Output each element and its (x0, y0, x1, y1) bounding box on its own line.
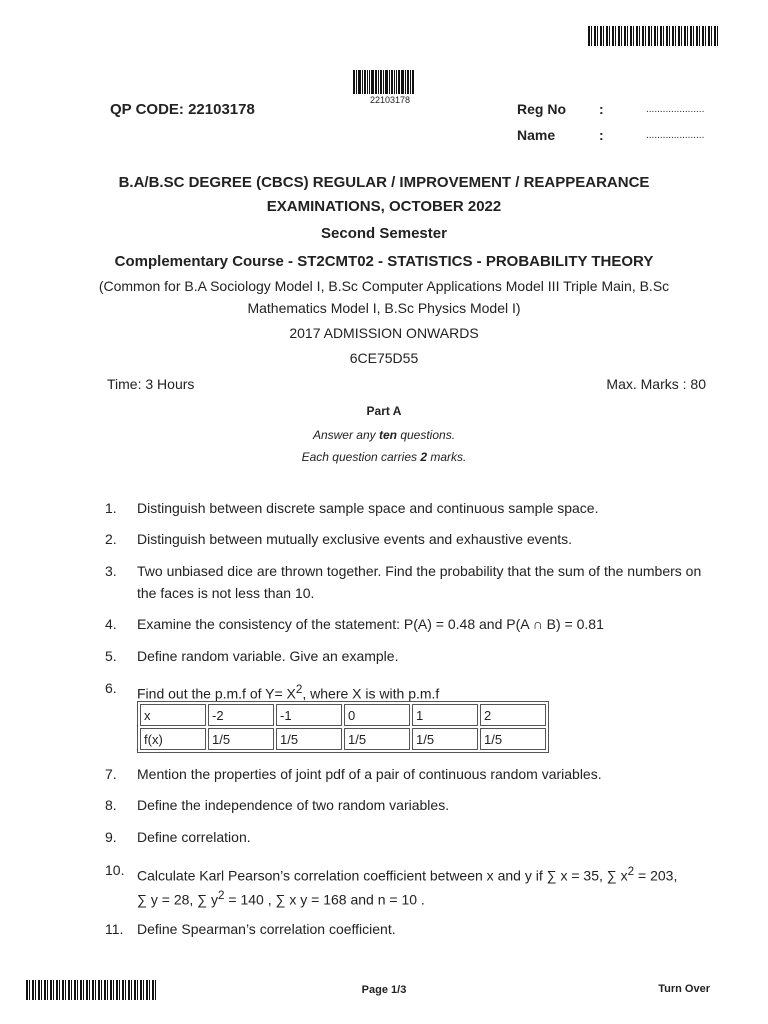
top-right-barcode (588, 26, 718, 46)
question-2-num: 2. (105, 531, 117, 547)
instruction-1-bold: ten (378, 428, 397, 442)
question-5-num: 5. (105, 648, 117, 664)
question-10-line-2-sup: 2 (218, 889, 225, 902)
paper-code: 6CE75D55 (349, 350, 419, 366)
turn-over: Turn Over (658, 983, 710, 995)
question-10-num: 10. (105, 862, 125, 878)
question-3-num: 3. (105, 563, 117, 579)
instruction-2 (0, 450, 768, 464)
instruction-2-bold: 2 (420, 450, 428, 464)
question-10-line-1-pre: Calculate Karl Pearson’s correlation coefficient between x and y if ∑ x = 35, ∑ x (137, 867, 628, 884)
question-10-line-1-sup: 2 (627, 865, 635, 878)
question-8-num: 8. (105, 797, 117, 813)
course-title: Complementary Course - ST2CMT02 - STATISTICS - PROBABILITY THEORY (114, 253, 654, 270)
pmf-row-x (140, 704, 546, 726)
pmf-cell: 1/5 (412, 728, 478, 750)
pmf-row-fx (140, 728, 546, 750)
question-1-num: 1. (105, 500, 117, 516)
pmf-cell: -1 (276, 704, 342, 726)
question-11-num: 11. (105, 921, 124, 937)
pmf-cell: 2 (480, 704, 546, 726)
question-9-num: 9. (105, 829, 117, 845)
question-6-post: , where X is with p.m.f (302, 685, 440, 702)
question-4-text: Examine the consistency of the statement: P(A) = 0.48 and P(A ∩ B) = 0.81 (137, 616, 604, 632)
question-8-text: Define the independence of two random variables. (137, 797, 450, 813)
common-line-2: Mathematics Model I, B.Sc Physics Model I) (247, 300, 521, 316)
pmf-cell: x (140, 704, 206, 726)
pmf-cell: 1/5 (480, 728, 546, 750)
instruction-1-post: questions. (396, 428, 456, 442)
question-3-text: Two unbiased dice are thrown together. Find the probability that the sum of the numbers on the faces is not less than 10. (137, 563, 702, 601)
question-7-text: Mention the properties of joint pdf of a pair of continuous random variables. (137, 766, 602, 782)
instruction-2-post: marks. (427, 450, 467, 464)
question-6-pre: Find out the p.m.f of Y= X (137, 685, 296, 702)
pmf-cell: 1/5 (208, 728, 274, 750)
semester: Second Semester (321, 225, 447, 242)
max-marks: Max. Marks : 80 (606, 376, 706, 392)
question-11-text: Define Spearman’s correlation coefficient. (137, 921, 396, 937)
reg-no-label: Reg No (517, 101, 566, 117)
question-5-text: Define random variable. Give an example. (137, 648, 399, 664)
pmf-table (137, 701, 549, 753)
pmf-cell: -2 (208, 704, 274, 726)
instruction-2-pre: Each question carries (301, 450, 421, 464)
common-line-1: (Common for B.A Sociology Model I, B.Sc Computer Applications Model III Triple Main, B.Sc (98, 278, 670, 294)
pmf-cell: 1/5 (276, 728, 342, 750)
instruction-1-pre: Answer any (312, 428, 379, 442)
admission: 2017 ADMISSION ONWARDS (289, 325, 479, 341)
page-number: Page 1/3 (361, 984, 407, 996)
question-4-num: 4. (105, 616, 117, 632)
reg-no-field[interactable]: ..................... (646, 104, 705, 115)
name-field[interactable]: ..................... (646, 130, 705, 141)
pmf-cell: 1/5 (344, 728, 410, 750)
title-line-1: B.A/B.SC DEGREE (CBCS) REGULAR / IMPROVEMENT / REAPPEARANCE (118, 174, 650, 191)
question-6-num: 6. (105, 680, 117, 696)
title-line-2: EXAMINATIONS, OCTOBER 2022 (266, 198, 502, 215)
name-label: Name (517, 127, 556, 143)
question-6-sup: 2 (295, 683, 303, 696)
part-label: Part A (366, 404, 402, 418)
qp-code: QP CODE: 22103178 (110, 101, 255, 118)
barcode-number: 22103178 (370, 95, 411, 105)
pmf-cell: 0 (344, 704, 410, 726)
question-7-num: 7. (105, 766, 117, 782)
question-10-line-2 (137, 885, 707, 911)
center-barcode (353, 70, 415, 94)
instruction-1 (0, 428, 768, 442)
question-10-line-2-post: = 140 , ∑ x y = 168 and n = 10 . (224, 891, 425, 908)
time: Time: 3 Hours (107, 376, 195, 392)
pmf-cell: 1 (412, 704, 478, 726)
pmf-cell: f(x) (140, 728, 206, 750)
question-1-text: Distinguish between discrete sample space and continuous sample space. (137, 500, 599, 516)
question-9-text: Define correlation. (137, 829, 251, 845)
question-10-line-1 (137, 861, 707, 887)
name-colon: : (599, 127, 604, 143)
question-10-line-2-pre: ∑ y = 28, ∑ y (137, 891, 219, 908)
question-10-line-1-post: = 203, (634, 867, 678, 884)
question-2-text: Distinguish between mutually exclusive events and exhaustive events. (137, 531, 573, 547)
reg-no-colon: : (599, 101, 604, 117)
